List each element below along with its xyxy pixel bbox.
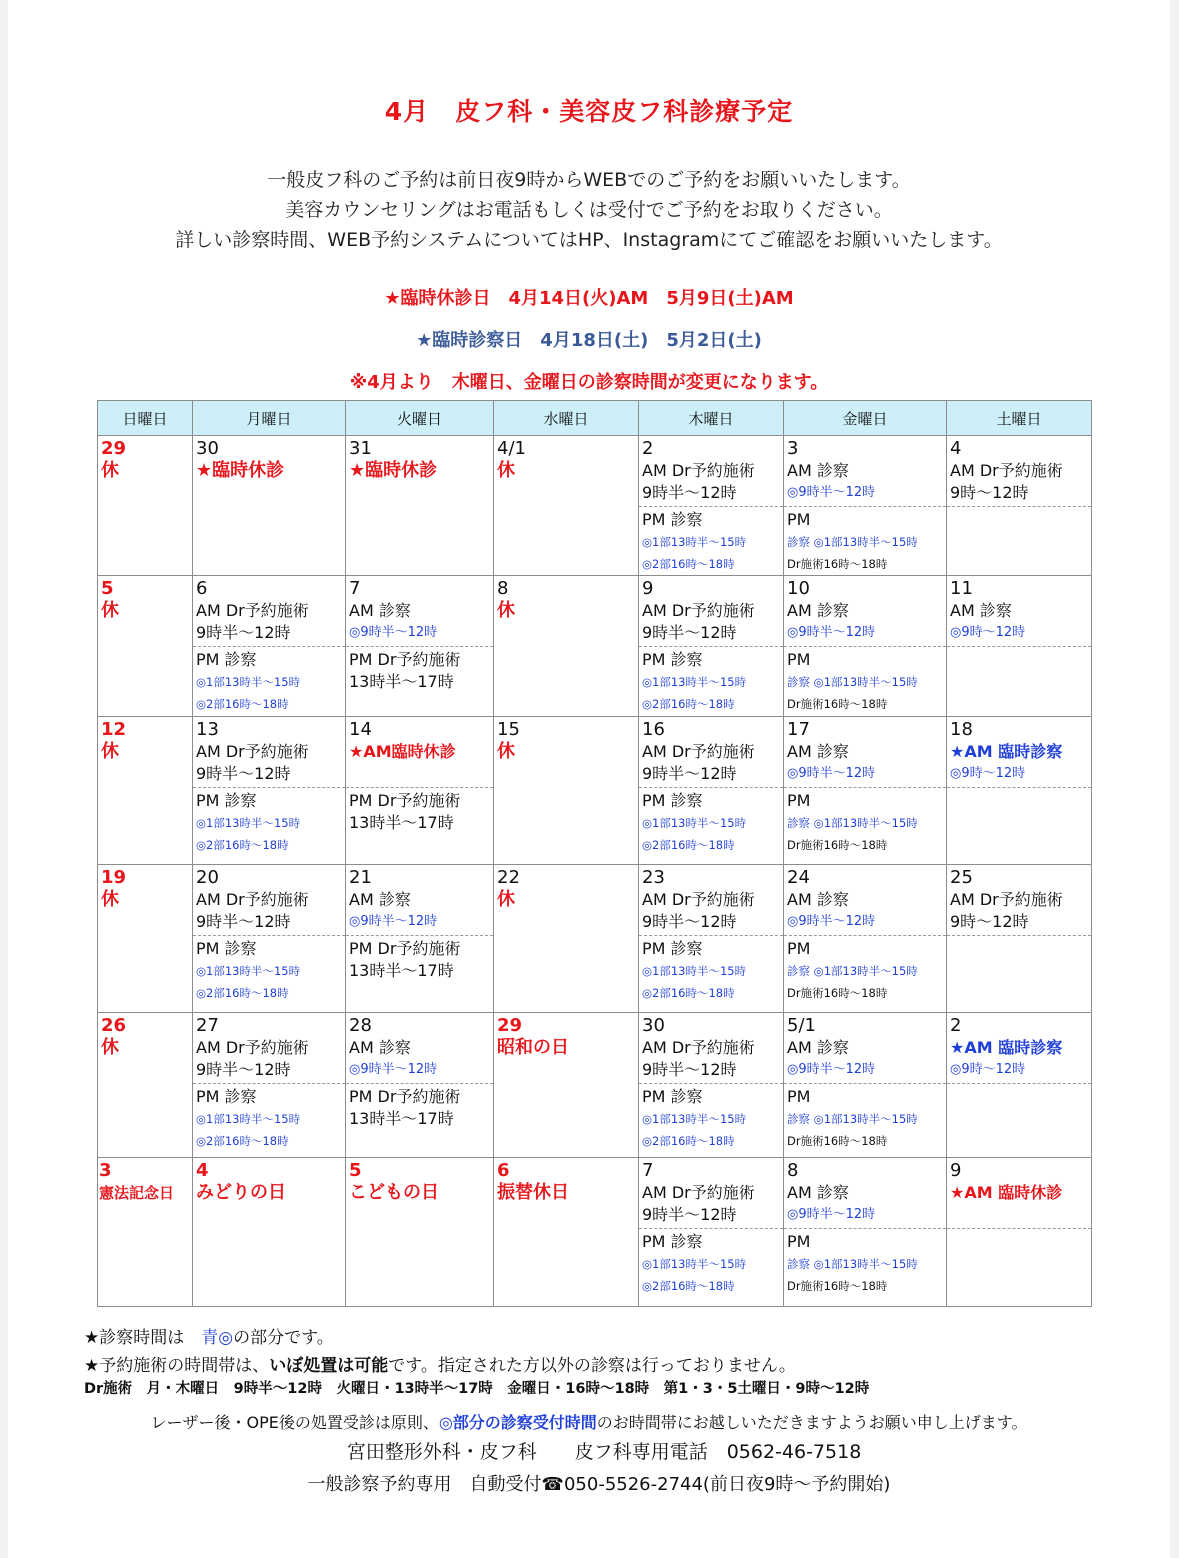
day-cell: 10 AM 診察 ◎9時半～12時 PM 診察 ◎1部13時半～15時 Dr施術16時～18時 [784,576,947,717]
day-cell: 5/1 AM 診察 ◎9時半～12時 PM 診察 ◎1部13時半～15時 Dr施術16時～18時 [784,1013,947,1158]
day-cell: 5 休 [98,576,193,717]
footer-note-1: ★診察時間は 青◎の部分です。 [84,1328,334,1348]
day-cell: 25 AM Dr予約施術 9時～12時 [947,865,1092,1013]
day-cell: 9 ★AM 臨時休診 [947,1158,1092,1307]
day-cell: 2 AM Dr予約施術 9時半～12時 PM 診察 ◎1部13時半～15時 ◎2部16時～18時 [639,436,784,576]
day-cell: 23 AM Dr予約施術 9時半～12時 PM 診察 ◎1部13時半～15時 ◎2部16時～18時 [639,865,784,1013]
day-cell: 12 休 [98,717,193,865]
week-row [98,717,1092,865]
week-row [98,436,1092,576]
day-cell: 17 AM 診察 ◎9時半～12時 PM 診察 ◎1部13時半～15時 Dr施術16時～18時 [784,717,947,865]
footer-dr-hours: Dr施術 月・木曜日 9時半～12時 火曜日・13時半～17時 金曜日・16時～18時 第1・3・5土曜日・9時～12時 [84,1381,870,1397]
day-cell: 4/1 休 [494,436,639,576]
day-cell: 31 ★臨時休診 [346,436,494,576]
weekday-mon: 月曜日 [193,401,346,436]
day-cell: 13 AM Dr予約施術 9時半～12時 PM 診察 ◎1部13時半～15時 ◎2部16時～18時 [193,717,346,865]
footer-reservation-line: 一般診察予約専用 自動受付☎050-5526-2744(前日夜9時～予約開始) [307,1474,891,1495]
day-cell: 27 AM Dr予約施術 9時半～12時 PM 診察 ◎1部13時半～15時 ◎2部16時～18時 [193,1013,346,1158]
week-row [98,1013,1092,1158]
weekday-wed: 水曜日 [494,401,639,436]
footer-clinic-phone: 宮田整形外科・皮フ科 皮フ科専用電話 0562-46-7518 [346,1441,862,1463]
weekday-tue: 火曜日 [346,401,494,436]
intro-line-1: 一般皮フ科のご予約は前日夜9時からWEBでのご予約をお願いいたします。 [267,169,911,191]
week-row [98,1158,1092,1307]
notice-schedule-change: ※4月より 木曜日、金曜日の診察時間が変更になります。 [349,372,829,393]
day-cell: 9 AM Dr予約施術 9時半～12時 PM 診察 ◎1部13時半～15時 ◎2部16時～18時 [639,576,784,717]
day-cell: 16 AM Dr予約施術 9時半～12時 PM 診察 ◎1部13時半～15時 ◎2部16時～18時 [639,717,784,865]
notice-closed-days: ★臨時休診日 4月14日(火)AM 5月9日(土)AM [384,288,794,309]
page [8,0,1170,1558]
weekday-thu: 木曜日 [639,401,784,436]
schedule-calendar [97,400,1092,1307]
weekday-sat: 土曜日 [947,401,1092,436]
day-cell: 30 ★臨時休診 [193,436,346,576]
page-title: 4月 皮フ科・美容皮フ科診療予定 [384,97,794,126]
footer-note-3: レーザー後・OPE後の処置受診は原則、◎部分の診察受付時間のお時間帯にお越しいただきますようお願い申し上げます。 [150,1413,1028,1432]
week-row [98,865,1092,1013]
day-cell: 7 AM Dr予約施術 9時半～12時 PM 診察 ◎1部13時半～15時 ◎2部16時～18時 [639,1158,784,1307]
day-cell: 18 ★AM 臨時診察 ◎9時～12時 [947,717,1092,865]
intro-line-3: 詳しい診察時間、WEB予約システムについてはHP、Instagramにてご確認をお願いいたします。 [175,229,1003,251]
footer-note-2: ★予約施術の時間帯は、いぼ処置は可能です。指定された方以外の診察は行っておりません。 [84,1356,796,1376]
day-cell: 8 AM 診察 ◎9時半～12時 PM 診察 ◎1部13時半～15時 Dr施術16時～18時 [784,1158,947,1307]
day-cell: 28 AM 診察 ◎9時半～12時 PM Dr予約施術 13時半～17時 [346,1013,494,1158]
day-cell: 22 休 [494,865,639,1013]
day-cell: 4 みどりの日 [193,1158,346,1307]
day-cell: 6 AM Dr予約施術 9時半～12時 PM 診察 ◎1部13時半～15時 ◎2部16時～18時 [193,576,346,717]
weekday-fri: 金曜日 [784,401,947,436]
day-cell: 29 昭和の日 [494,1013,639,1158]
notice-extra-days: ★臨時診察日 4月18日(土) 5月2日(土) [416,330,762,351]
day-cell: 29 休 [98,436,193,576]
day-cell: 19 休 [98,865,193,1013]
weekday-header-row [98,401,1092,436]
day-cell: 26 休 [98,1013,193,1158]
day-cell: 30 AM Dr予約施術 9時半～12時 PM 診察 ◎1部13時半～15時 ◎2部16時～18時 [639,1013,784,1158]
day-cell: 4 AM Dr予約施術 9時～12時 [947,436,1092,576]
day-cell: 5 こどもの日 [346,1158,494,1307]
day-cell: 8 休 [494,576,639,717]
intro-line-2: 美容カウンセリングはお電話もしくは受付でご予約をお取りください。 [285,199,893,221]
day-cell: 11 AM 診察 ◎9時～12時 [947,576,1092,717]
day-cell: 7 AM 診察 ◎9時半～12時 PM Dr予約施術 13時半～17時 [346,576,494,717]
day-cell: 14 ★AM臨時休診 PM Dr予約施術 13時半～17時 [346,717,494,865]
intro-text [8,165,1170,255]
day-cell: 20 AM Dr予約施術 9時半～12時 PM 診察 ◎1部13時半～15時 ◎2部16時～18時 [193,865,346,1013]
day-cell: 3 AM 診察 ◎9時半～12時 PM 診察 ◎1部13時半～15時 Dr施術16時～18時 [784,436,947,576]
day-cell: 2 ★AM 臨時診察 ◎9時～12時 [947,1013,1092,1158]
weekday-sun: 日曜日 [98,401,193,436]
day-cell: 3 憲法記念日 [98,1158,193,1307]
day-cell: 6 振替休日 [494,1158,639,1307]
day-cell: 21 AM 診察 ◎9時半～12時 PM Dr予約施術 13時半～17時 [346,865,494,1013]
week-row [98,576,1092,717]
day-cell: 24 AM 診察 ◎9時半～12時 PM 診察 ◎1部13時半～15時 Dr施術16時～18時 [784,865,947,1013]
day-cell: 15 休 [494,717,639,865]
